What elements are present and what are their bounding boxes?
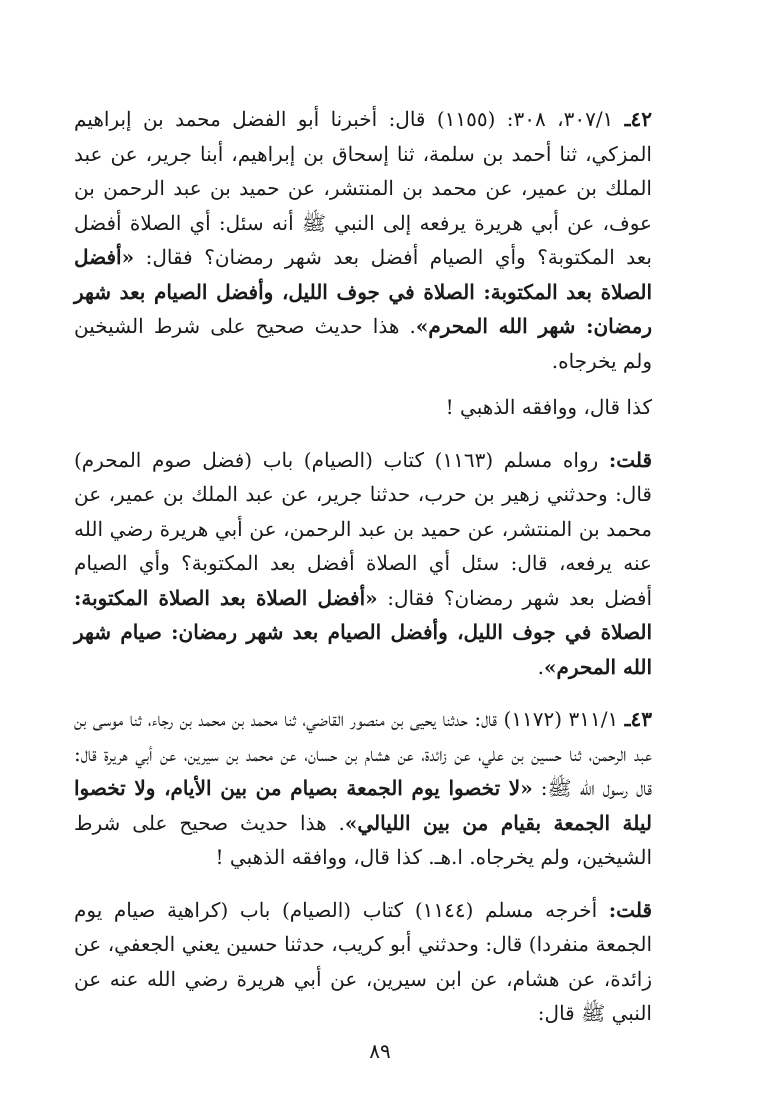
comment-1-text: رواه مسلم (١١٦٣) كتاب (الصيام) باب (فضل صوم المحرم) قال: وحدثني زهير بن حرب، حدثنا جرير، عن عبد الملك بن عمير، عن محمد بن المنتشر، عن حميد بن عبد الرحمن، عن أبي هريرة رضي الله عنه يرفعه، قال: سئل أي الصلاة أفضل بعد المكتوبة؟ وأي الصيام أفضل بعد شهر رمضان؟ فقال: bbox=[74, 447, 653, 610]
hadith-43-reference: ٣١١/١ (١١٧٢) bbox=[497, 707, 625, 731]
hadith-43-text: قال: حدثنا يحيى بن منصور القاضي، ثنا محمد بن محمد بن رجاء، ثنا موسى بن عبد الرحمن، ثنا حسين بن علي، عن زائدة، عن هشام بن حسان، عن محمد بن سيرين، عن أبي هريرة قال: قال رسول الله ﷺ: bbox=[74, 707, 652, 800]
hadith-42-number: ٤٢ـ bbox=[624, 107, 653, 131]
hadith-42-paragraph bbox=[74, 102, 678, 378]
comment-2-text: أخرجه مسلم (١١٤٤) كتاب (الصيام) باب (كراهية صيام يوم الجمعة منفردا) قال: وحدثني أبو كريب، حدثنا حسين يعني الجعفي، عن زائدة، عن هشام، عن ابن سيرين، عن أبي هريرة رضي الله عنه عن النبي ﷺ قال: bbox=[74, 897, 652, 1025]
hadith-43-number: ٤٣ـ bbox=[624, 707, 652, 731]
hadith-42-verdict: . هذا حديث صحيح على شرط الشيخين ولم يخرجاه. bbox=[74, 314, 652, 373]
comment-1-tail: . bbox=[537, 654, 544, 679]
hadith-43-verdict: . هذا حديث صحيح على شرط الشيخين، ولم يخرجاه. ا.هـ. كذا قال، ووافقه الذهبي ! bbox=[74, 810, 652, 869]
comment-1-paragraph bbox=[74, 443, 678, 685]
comment-2-lead: قلت: bbox=[608, 897, 652, 922]
hadith-43-quote: «لا تخصوا يوم الجمعة بصيام من بين الأيام، ولا تخصوا ليلة الجمعة بقيام من بين الليالي» bbox=[74, 776, 653, 835]
hadith-43-paragraph bbox=[74, 702, 678, 875]
hadith-42-reference: ٣٠٧/١، ٣٠٨: (١١٥٥) bbox=[425, 107, 625, 131]
hadith-42-text: قال: أخبرنا أبو الفضل محمد بن إبراهيم المزكي، ثنا أحمد بن سلمة، ثنا إسحاق بن إبراهيم، أبنا جرير، عن عبد الملك بن عمير، عن محمد بن المنتشر، عن حميد بن عبد الرحمن بن عوف، عن أبي هريرة يرفعه إلى النبي ﷺ أنه سئل: أي الصلاة أفضل بعد المكتوبة؟ وأي الصيام أفضل بعد شهر رمضان؟ فقال: bbox=[74, 107, 652, 269]
comment-1-lead: قلت: bbox=[608, 447, 653, 472]
comment-2-paragraph bbox=[74, 893, 678, 1031]
comment-1-quote: «أفضل الصلاة بعد الصلاة المكتوبة: الصلاة في جوف الليل، وأفضل الصيام بعد شهر رمضان: صيام شهر الله المحرم» bbox=[74, 585, 652, 679]
hadith-42-quote: «أفضل الصلاة بعد المكتوبة: الصلاة في جوف الليل، وأفضل الصيام بعد شهر رمضان: شهر الله المحرم» bbox=[74, 245, 652, 338]
dhahabi-note-1: كذا قال، ووافقه الذهبي ! bbox=[445, 395, 652, 419]
page-number: ٨٩ bbox=[369, 1039, 391, 1063]
